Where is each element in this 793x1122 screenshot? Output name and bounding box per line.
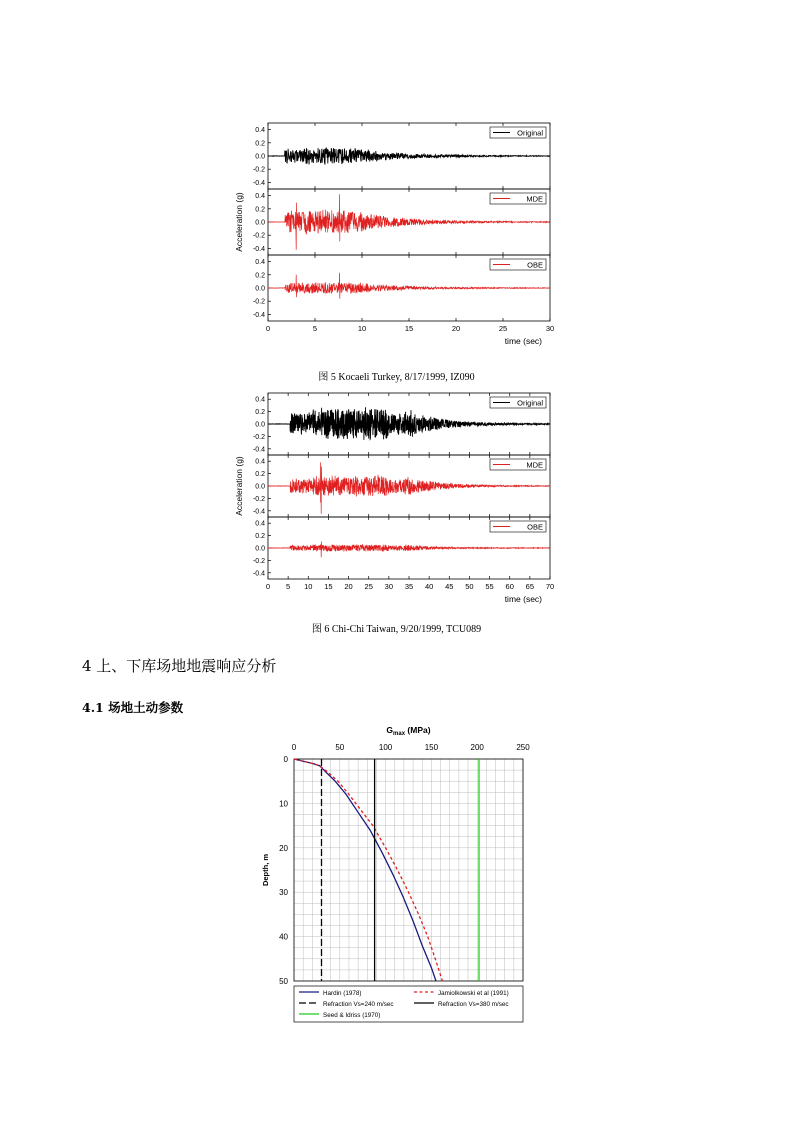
y-tick-label: 0.2 <box>255 533 265 541</box>
y-axis-label: Acceleration (g) <box>234 456 244 516</box>
y-tick-label: 0.2 <box>255 206 265 214</box>
legend-label: MDE <box>526 194 543 204</box>
trace-obe <box>268 542 550 558</box>
figure-5-caption: 图 5 Kocaeli Turkey, 8/17/1999, IZ090 <box>318 372 475 383</box>
x-tick-label: 10 <box>304 582 313 591</box>
trace-original <box>268 148 550 165</box>
y-tick-label: 20 <box>279 843 288 853</box>
y-tick-label: 0.0 <box>255 421 265 429</box>
y-tick-label: 0.2 <box>255 140 265 148</box>
y-tick-label: 40 <box>279 932 288 942</box>
legend-label: Jamiolkowski et al (1991) <box>438 990 509 997</box>
x-tick-label: 60 <box>505 582 514 591</box>
y-tick-label: 0.0 <box>255 219 265 227</box>
x-tick-label: 45 <box>445 582 454 591</box>
x-tick-label: 40 <box>424 582 434 591</box>
x-tick-label: 0 <box>265 324 271 333</box>
legend-label: Seed & Idriss (1970) <box>323 1012 381 1019</box>
figure-6-chart <box>230 388 570 610</box>
x-tick-label: 25 <box>498 324 508 333</box>
x-tick-label: 150 <box>424 743 439 752</box>
chart-grid <box>294 759 523 981</box>
y-tick-label: -0.2 <box>252 166 265 174</box>
figure-5-chart <box>230 118 570 358</box>
y-tick-label: 0.2 <box>255 409 265 417</box>
legend-label: Hardin (1978) <box>323 990 362 997</box>
y-tick-label: 0.4 <box>255 259 265 267</box>
y-tick-label: -0.4 <box>252 570 265 578</box>
legend-label: Original <box>517 128 543 138</box>
panel-original <box>253 123 550 189</box>
y-tick-label: -0.4 <box>252 446 265 454</box>
y-tick-label: -0.4 <box>252 311 265 319</box>
trace-obe <box>268 273 550 299</box>
legend-label: MDE <box>526 460 543 470</box>
x-tick-label: 65 <box>525 582 535 591</box>
x-tick-label: 5 <box>312 324 318 333</box>
trace-original <box>268 407 550 440</box>
y-axis-label: Acceleration (g) <box>234 192 244 252</box>
y-tick-label: -0.2 <box>252 433 265 441</box>
x-tick-label: 15 <box>404 324 414 333</box>
y-tick-label: -0.4 <box>252 245 265 253</box>
y-tick-label: 0.2 <box>255 272 265 280</box>
y-tick-label: 0.4 <box>255 458 265 466</box>
section-title: 4 上、下库场地地震响应分析 <box>82 657 277 675</box>
x-tick-label: 35 <box>404 582 414 591</box>
x-tick-label: 5 <box>286 582 291 591</box>
y-tick-label: 0.0 <box>255 483 265 491</box>
x-tick-label: 250 <box>516 743 530 752</box>
x-axis-label: time (sec) <box>504 336 542 346</box>
y-tick-label: 30 <box>279 888 288 898</box>
legend-label: OBE <box>527 522 543 532</box>
y-axis-label: Depth, m <box>261 853 270 887</box>
y-tick-label: -0.2 <box>252 232 265 240</box>
y-tick-label: 0.4 <box>255 193 265 201</box>
legend-label: Refraction Vs=240 m/sec <box>323 1001 394 1008</box>
y-tick-label: -0.4 <box>252 508 265 516</box>
x-tick-label: 30 <box>545 324 555 333</box>
x-tick-label: 15 <box>324 582 333 591</box>
x-tick-label: 70 <box>545 582 555 591</box>
panel-obe <box>253 255 550 321</box>
y-tick-label: 10 <box>279 799 288 809</box>
y-tick-label: 0.2 <box>255 471 265 479</box>
x-tick-label: 100 <box>378 743 393 752</box>
x-tick-label: 20 <box>451 324 461 333</box>
y-tick-label: -0.2 <box>252 495 265 503</box>
figure-6-caption: 图 6 Chi-Chi Taiwan, 9/20/1999, TCU089 <box>311 624 482 635</box>
legend-label: OBE <box>527 260 543 270</box>
x-tick-label: 50 <box>335 743 345 752</box>
panel-mde <box>253 455 550 517</box>
x-axis-label: time (sec) <box>504 594 542 604</box>
y-tick-label: 0 <box>283 755 288 764</box>
x-tick-label: 25 <box>364 582 373 591</box>
panel-mde <box>253 189 550 255</box>
y-tick-label: 50 <box>279 977 288 986</box>
x-tick-label: 0 <box>291 743 297 752</box>
y-tick-label: 0.0 <box>255 285 265 293</box>
y-tick-label: 0.0 <box>255 153 265 161</box>
subsection-title: 4.1 场地土动参数 <box>82 700 184 715</box>
y-tick-label: 0.4 <box>255 396 265 404</box>
x-tick-label: 0 <box>265 582 271 591</box>
x-tick-label: 50 <box>465 582 474 591</box>
x-tick-label: 30 <box>384 582 394 591</box>
x-tick-label: 200 <box>470 743 484 752</box>
legend-label: Original <box>517 398 543 408</box>
y-tick-label: 0.0 <box>255 545 265 553</box>
x-tick-label: 10 <box>357 324 367 333</box>
panel-obe <box>253 517 550 579</box>
panel-original <box>253 393 550 455</box>
y-tick-label: 0.4 <box>255 127 265 135</box>
y-tick-label: -0.2 <box>252 557 265 565</box>
gmax-depth-chart <box>250 722 550 1027</box>
y-tick-label: -0.2 <box>252 298 265 306</box>
legend-label: Refraction Vs=380 m/sec <box>438 1001 509 1008</box>
y-tick-label: 0.4 <box>255 520 265 528</box>
x-tick-label: 55 <box>485 582 494 591</box>
y-tick-label: -0.4 <box>252 179 265 187</box>
x-tick-label: 20 <box>344 582 353 591</box>
chart-title: $G_{max}$ (MPa) <box>386 725 431 737</box>
